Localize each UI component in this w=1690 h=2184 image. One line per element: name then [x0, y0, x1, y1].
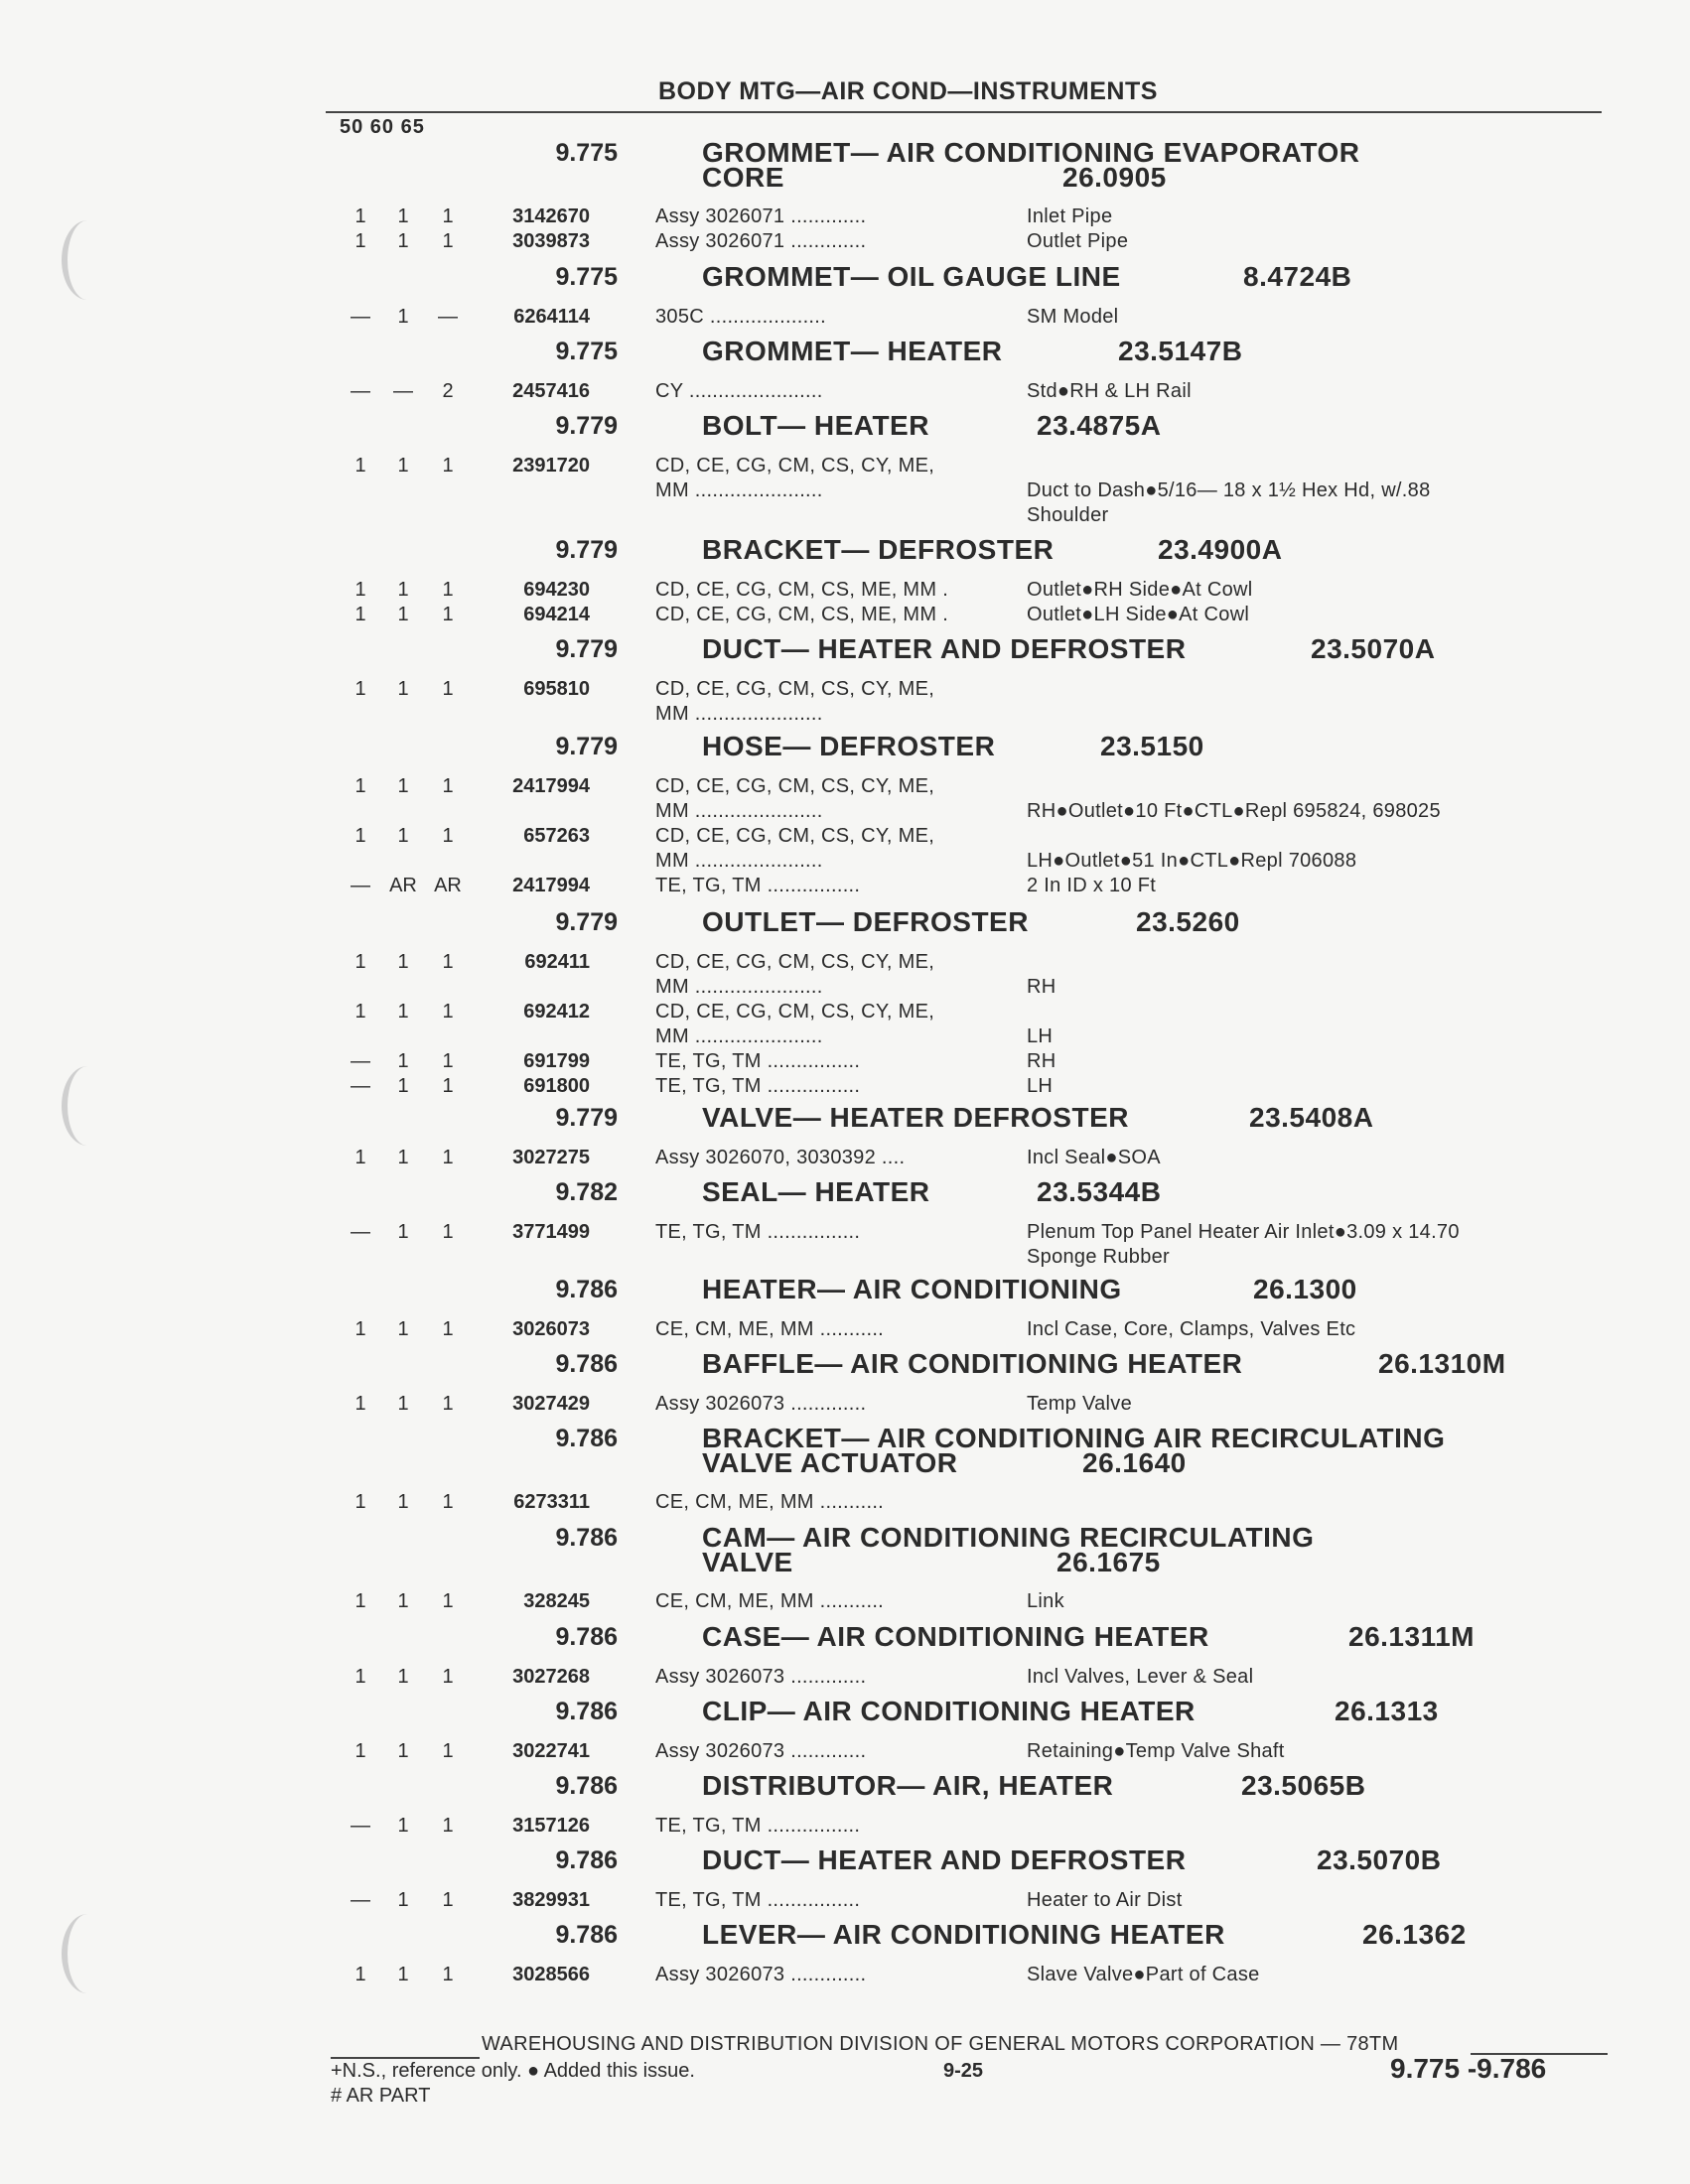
quantity-65: 1 [442, 1491, 454, 1513]
part-row [0, 875, 1690, 898]
part-group-name: CASE— AIR CONDITIONING HEATER [702, 1621, 1209, 1652]
section-number: 9.786 [555, 1350, 618, 1378]
part-group-name: CORE [702, 162, 784, 193]
part-number: 3157126 [512, 1815, 590, 1837]
part-application: MM ...................... [655, 976, 823, 998]
part-number: 2457416 [512, 380, 590, 402]
quantity-60: 1 [397, 230, 409, 252]
quantity-50: 1 [354, 1964, 366, 1985]
part-application: MM ...................... [655, 1025, 823, 1047]
part-description: Std●RH & LH Rail [1027, 380, 1192, 402]
part-application: TE, TG, TM ................ [655, 1221, 861, 1243]
part-group-name: BAFFLE— AIR CONDITIONING HEATER [702, 1348, 1243, 1379]
quantity-65: 1 [442, 678, 454, 700]
section-range: 9.775 -9.786 [1390, 2053, 1547, 2084]
year-columns-heading: 50 60 65 [340, 116, 425, 138]
quantity-65: 1 [442, 579, 454, 601]
part-row [0, 205, 1690, 229]
part-application: MM ...................... [655, 800, 823, 822]
quantity-50: — [351, 875, 370, 896]
part-number: 691800 [523, 1075, 590, 1097]
quantity-65: 1 [442, 1147, 454, 1168]
quantity-65: 1 [442, 775, 454, 797]
part-row [0, 1050, 1690, 1074]
part-group-code: 26.1640 [1082, 1447, 1187, 1478]
part-row [0, 775, 1690, 799]
part-description: Slave Valve●Part of Case [1027, 1964, 1260, 1985]
quantity-65: 1 [442, 1075, 454, 1097]
part-description: RH [1027, 976, 1056, 998]
quantity-50: 1 [354, 579, 366, 601]
quantity-50: — [351, 1815, 370, 1837]
part-group-code: 23.5408A [1249, 1102, 1374, 1133]
header-divider [326, 111, 1602, 113]
section-number: 9.779 [555, 1104, 618, 1132]
quantity-60: 1 [397, 1075, 409, 1097]
part-number: 691799 [523, 1050, 590, 1072]
part-row [0, 1889, 1690, 1913]
part-application: Assy 3026073 ............. [655, 1740, 867, 1762]
footer-ar-note: # AR PART [331, 2085, 431, 2107]
part-description: Incl Seal●SOA [1027, 1147, 1161, 1168]
part-number: 692411 [524, 951, 590, 973]
part-group-code: 26.1300 [1253, 1274, 1357, 1304]
part-group-name: OUTLET— DEFROSTER [702, 906, 1029, 937]
part-number: 3039873 [512, 230, 590, 252]
part-number: 3027429 [512, 1393, 590, 1415]
part-application: Assy 3026073 ............. [655, 1393, 867, 1415]
part-application: TE, TG, TM ................ [655, 1889, 861, 1911]
part-group-name: BRACKET— AIR CONDITIONING AIR RECIRCULATING [702, 1423, 1446, 1453]
quantity-50: 1 [354, 1590, 366, 1612]
part-description: 2 In ID x 10 Ft [1027, 875, 1157, 896]
part-application: CE, CM, ME, MM ........... [655, 1590, 885, 1612]
part-number: 694230 [523, 579, 590, 601]
part-row [0, 1666, 1690, 1690]
part-row [0, 604, 1690, 627]
part-group-code: 26.0905 [1062, 162, 1167, 193]
part-description: Retaining●Temp Valve Shaft [1027, 1740, 1285, 1762]
part-row [0, 1590, 1690, 1614]
section-number: 9.779 [555, 733, 618, 760]
part-application: 305C .................... [655, 306, 827, 328]
part-application: TE, TG, TM ................ [655, 1815, 861, 1837]
quantity-65: 1 [442, 1740, 454, 1762]
quantity-60: 1 [397, 1050, 409, 1072]
quantity-60: 1 [397, 1001, 409, 1023]
part-row [0, 1246, 1690, 1270]
part-row [0, 703, 1690, 727]
part-number: 6273311 [513, 1491, 590, 1513]
part-application: CD, CE, CG, CM, CS, CY, ME, [655, 775, 935, 797]
quantity-60: 1 [397, 579, 409, 601]
part-row [0, 1964, 1690, 1987]
quantity-65: 1 [442, 455, 454, 477]
part-row [0, 306, 1690, 330]
part-row [0, 825, 1690, 849]
quantity-50: 1 [354, 678, 366, 700]
quantity-50: — [351, 380, 370, 402]
part-number: 3027275 [512, 1147, 590, 1168]
section-number: 9.786 [555, 1425, 618, 1452]
quantity-65: 1 [442, 1590, 454, 1612]
part-number: 3022741 [512, 1740, 590, 1762]
part-group-name: CLIP— AIR CONDITIONING HEATER [702, 1696, 1196, 1726]
part-description: LH●Outlet●51 In●CTL●Repl 706088 [1027, 850, 1357, 872]
footer-divider [331, 2057, 480, 2059]
footer-legend: +N.S., reference only. ● Added this issue. [331, 2060, 695, 2082]
part-application: CD, CE, CG, CM, CS, ME, MM . [655, 579, 949, 601]
part-number: 3028566 [512, 1964, 590, 1985]
part-group-code: 26.1313 [1335, 1696, 1439, 1726]
quantity-50: 1 [354, 455, 366, 477]
part-group-name: HEATER— AIR CONDITIONING [702, 1274, 1122, 1304]
section-number: 9.775 [555, 139, 618, 167]
part-row [0, 1318, 1690, 1342]
quantity-65: 1 [442, 1815, 454, 1837]
part-row [0, 455, 1690, 478]
part-application: Assy 3026073 ............. [655, 1964, 867, 1985]
part-application: TE, TG, TM ................ [655, 875, 861, 896]
part-number: 328245 [523, 1590, 590, 1612]
part-row [0, 230, 1690, 254]
part-number: 657263 [523, 825, 590, 847]
part-row [0, 800, 1690, 824]
part-number: 6264114 [513, 306, 590, 328]
quantity-65: 1 [442, 1001, 454, 1023]
quantity-65: 1 [442, 1666, 454, 1688]
section-number: 9.786 [555, 1921, 618, 1949]
part-group-name: GROMMET— OIL GAUGE LINE [702, 261, 1121, 292]
part-description: LH [1027, 1025, 1054, 1047]
part-description: Link [1027, 1590, 1064, 1612]
quantity-60: 1 [397, 455, 409, 477]
part-number: 692412 [523, 1001, 590, 1023]
part-number: 3027268 [512, 1666, 590, 1688]
part-number: 2417994 [512, 775, 590, 797]
quantity-60: AR [389, 875, 417, 896]
quantity-65: 1 [442, 1318, 454, 1340]
part-row [0, 479, 1690, 503]
quantity-50: 1 [354, 1740, 366, 1762]
part-number: 694214 [523, 604, 590, 625]
part-description: Shoulder [1027, 504, 1109, 526]
part-number: 3771499 [512, 1221, 590, 1243]
section-number: 9.786 [555, 1623, 618, 1651]
part-application: CD, CE, CG, CM, CS, CY, ME, [655, 1001, 935, 1023]
part-application: CD, CE, CG, CM, CS, ME, MM . [655, 604, 949, 625]
part-number: 2417994 [512, 875, 590, 896]
part-description: Plenum Top Panel Heater Air Inlet●3.09 x 14.70 [1027, 1221, 1460, 1243]
part-number: 2391720 [512, 455, 590, 477]
part-group-name: BOLT— HEATER [702, 410, 929, 441]
quantity-60: 1 [397, 1889, 409, 1911]
part-row [0, 1740, 1690, 1764]
quantity-60: — [393, 380, 413, 402]
part-row [0, 850, 1690, 874]
quantity-50: 1 [354, 230, 366, 252]
part-group-code: 26.1675 [1056, 1547, 1161, 1577]
part-group-code: 26.1310M [1378, 1348, 1506, 1379]
part-description: Outlet Pipe [1027, 230, 1129, 252]
quantity-60: 1 [397, 1318, 409, 1340]
part-description: Incl Valves, Lever & Seal [1027, 1666, 1254, 1688]
part-description: Sponge Rubber [1027, 1246, 1171, 1268]
part-row [0, 1393, 1690, 1417]
part-group-name: DISTRIBUTOR— AIR, HEATER [702, 1770, 1114, 1801]
part-number: 695810 [523, 678, 590, 700]
part-description: Heater to Air Dist [1027, 1889, 1183, 1911]
section-number: 9.779 [555, 908, 618, 936]
part-description: LH [1027, 1075, 1054, 1097]
section-number: 9.775 [555, 338, 618, 365]
section-number: 9.775 [555, 263, 618, 291]
section-number: 9.786 [555, 1276, 618, 1303]
quantity-65: 2 [442, 380, 454, 402]
quantity-60: 1 [397, 1221, 409, 1243]
part-row [0, 1221, 1690, 1245]
part-group-code: 26.1362 [1362, 1919, 1467, 1950]
quantity-50: — [351, 306, 370, 328]
part-row [0, 1025, 1690, 1049]
part-group-code: 23.5344B [1037, 1176, 1162, 1207]
quantity-65: 1 [442, 1393, 454, 1415]
quantity-60: 1 [397, 1147, 409, 1168]
part-group-name: GROMMET— HEATER [702, 336, 1003, 366]
section-number: 9.786 [555, 1846, 618, 1874]
part-description: Outlet●LH Side●At Cowl [1027, 604, 1250, 625]
quantity-60: 1 [397, 306, 409, 328]
quantity-50: 1 [354, 775, 366, 797]
section-number: 9.779 [555, 412, 618, 440]
part-application: TE, TG, TM ................ [655, 1050, 861, 1072]
quantity-50: — [351, 1889, 370, 1911]
footer-division: WAREHOUSING AND DISTRIBUTION DIVISION OF GENERAL MOTORS CORPORATION — 78TM [482, 2033, 1399, 2055]
quantity-60: 1 [397, 775, 409, 797]
quantity-50: 1 [354, 1393, 366, 1415]
part-group-name: SEAL— HEATER [702, 1176, 930, 1207]
part-group-code: 8.4724B [1243, 261, 1352, 292]
part-group-name: VALVE [702, 1547, 793, 1577]
quantity-50: — [351, 1075, 370, 1097]
part-group-name: VALVE ACTUATOR [702, 1447, 958, 1478]
section-number: 9.779 [555, 536, 618, 564]
part-application: MM ...................... [655, 479, 823, 501]
quantity-50: — [351, 1221, 370, 1243]
part-group-name: LEVER— AIR CONDITIONING HEATER [702, 1919, 1225, 1950]
part-application: CD, CE, CG, CM, CS, CY, ME, [655, 678, 935, 700]
part-row [0, 1147, 1690, 1170]
part-row [0, 579, 1690, 603]
part-row [0, 1075, 1690, 1099]
part-row [0, 1491, 1690, 1515]
quantity-65: 1 [442, 230, 454, 252]
quantity-60: 1 [397, 1491, 409, 1513]
page-title: BODY MTG—AIR COND—INSTRUMENTS [658, 77, 1158, 105]
quantity-60: 1 [397, 1815, 409, 1837]
part-application: Assy 3026071 ............. [655, 230, 867, 252]
part-application: CE, CM, ME, MM ........... [655, 1491, 885, 1513]
quantity-60: 1 [397, 825, 409, 847]
part-description: RH [1027, 1050, 1056, 1072]
quantity-60: 1 [397, 1740, 409, 1762]
quantity-50: 1 [354, 604, 366, 625]
part-group-code: 26.1311M [1348, 1621, 1475, 1652]
quantity-60: 1 [397, 604, 409, 625]
part-group-name: DUCT— HEATER AND DEFROSTER [702, 1844, 1187, 1875]
part-description: Duct to Dash●5/16— 18 x 1½ Hex Hd, w/.88 [1027, 479, 1431, 501]
part-group-name: GROMMET— AIR CONDITIONING EVAPORATOR [702, 137, 1360, 168]
part-group-code: 23.5070A [1311, 633, 1436, 664]
quantity-50: 1 [354, 1001, 366, 1023]
section-number: 9.779 [555, 635, 618, 663]
quantity-65: AR [434, 875, 462, 896]
quantity-60: 1 [397, 678, 409, 700]
part-application: MM ...................... [655, 850, 823, 872]
part-number: 3026073 [512, 1318, 590, 1340]
part-row [0, 380, 1690, 404]
part-number: 3142670 [512, 205, 590, 227]
section-number: 9.786 [555, 1772, 618, 1800]
quantity-65: 1 [442, 1964, 454, 1985]
quantity-65: 1 [442, 604, 454, 625]
quantity-50: 1 [354, 1491, 366, 1513]
quantity-65: 1 [442, 1050, 454, 1072]
part-application: MM ...................... [655, 703, 823, 725]
part-application: CY ....................... [655, 380, 823, 402]
part-application: CD, CE, CG, CM, CS, CY, ME, [655, 455, 935, 477]
part-application: CD, CE, CG, CM, CS, CY, ME, [655, 825, 935, 847]
section-number: 9.782 [555, 1178, 618, 1206]
part-group-name: VALVE— HEATER DEFROSTER [702, 1102, 1129, 1133]
quantity-50: 1 [354, 825, 366, 847]
part-group-name: HOSE— DEFROSTER [702, 731, 996, 761]
part-application: CD, CE, CG, CM, CS, CY, ME, [655, 951, 935, 973]
quantity-50: 1 [354, 1666, 366, 1688]
part-group-code: 23.5147B [1118, 336, 1243, 366]
quantity-60: 1 [397, 205, 409, 227]
part-application: CE, CM, ME, MM ........... [655, 1318, 885, 1340]
quantity-65: 1 [442, 205, 454, 227]
quantity-65: 1 [442, 825, 454, 847]
part-description: Temp Valve [1027, 1393, 1133, 1415]
quantity-50: 1 [354, 205, 366, 227]
part-row [0, 678, 1690, 702]
part-description: Inlet Pipe [1027, 205, 1113, 227]
section-number: 9.786 [555, 1698, 618, 1725]
quantity-65: 1 [442, 1889, 454, 1911]
quantity-60: 1 [397, 951, 409, 973]
part-description: Outlet●RH Side●At Cowl [1027, 579, 1253, 601]
part-application: Assy 3026070, 3030392 .... [655, 1147, 906, 1168]
quantity-60: 1 [397, 1666, 409, 1688]
quantity-50: 1 [354, 1318, 366, 1340]
part-row [0, 1815, 1690, 1839]
part-group-name: DUCT— HEATER AND DEFROSTER [702, 633, 1187, 664]
quantity-60: 1 [397, 1393, 409, 1415]
part-group-code: 23.5065B [1241, 1770, 1366, 1801]
part-row [0, 976, 1690, 1000]
part-group-name: BRACKET— DEFROSTER [702, 534, 1055, 565]
part-group-code: 23.4900A [1158, 534, 1283, 565]
part-group-code: 23.5260 [1136, 906, 1240, 937]
quantity-60: 1 [397, 1590, 409, 1612]
part-group-code: 23.4875A [1037, 410, 1162, 441]
page-number: 9-25 [943, 2060, 984, 2082]
part-row [0, 504, 1690, 528]
part-group-code: 23.5070B [1317, 1844, 1442, 1875]
part-description: Incl Case, Core, Clamps, Valves Etc [1027, 1318, 1356, 1340]
quantity-60: 1 [397, 1964, 409, 1985]
quantity-65: — [438, 306, 458, 328]
section-number: 9.786 [555, 1524, 618, 1552]
part-application: Assy 3026071 ............. [655, 205, 867, 227]
quantity-65: 1 [442, 951, 454, 973]
part-row [0, 951, 1690, 975]
part-description: RH●Outlet●10 Ft●CTL●Repl 695824, 698025 [1027, 800, 1441, 822]
part-application: TE, TG, TM ................ [655, 1075, 861, 1097]
part-group-name: CAM— AIR CONDITIONING RECIRCULATING [702, 1522, 1315, 1553]
quantity-50: 1 [354, 1147, 366, 1168]
quantity-50: 1 [354, 951, 366, 973]
part-description: SM Model [1027, 306, 1119, 328]
part-application: Assy 3026073 ............. [655, 1666, 867, 1688]
part-number: 3829931 [512, 1889, 590, 1911]
quantity-65: 1 [442, 1221, 454, 1243]
quantity-50: — [351, 1050, 370, 1072]
part-row [0, 1001, 1690, 1024]
part-group-code: 23.5150 [1100, 731, 1204, 761]
